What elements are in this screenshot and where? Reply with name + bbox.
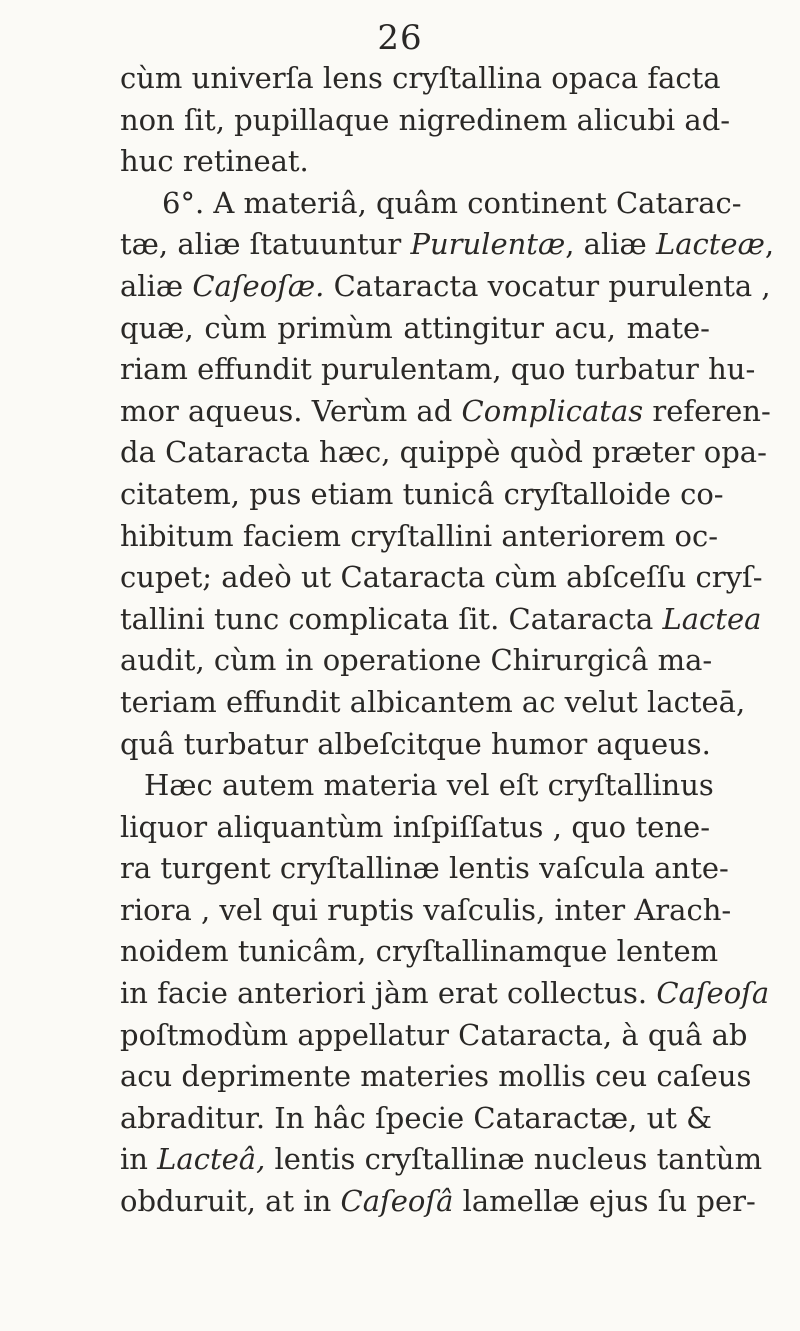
text-line [120, 557, 763, 599]
text-run: liquor aliquantùm inſpiſſatus , quo tene- [120, 809, 710, 844]
text-line [120, 765, 714, 807]
text-run: ra turgent cryſtallinæ lentis vaſcula ante- [120, 851, 729, 886]
text-run: in facie anteriori jàm erat collectus. [120, 976, 657, 1011]
text-line [120, 1181, 756, 1223]
text-run: acu deprimente materies mollis ceu caſeus [120, 1059, 752, 1094]
italic-term: Lacteâ, [157, 1142, 266, 1177]
text-run: obduruit, at in [120, 1184, 341, 1219]
text-line [120, 474, 724, 516]
body-text [120, 58, 775, 1223]
text-run: noidem tunicâm, cryſtallinamque lentem [120, 934, 719, 969]
text-run: referen- [643, 393, 771, 428]
text-line [120, 973, 770, 1015]
text-run: lamellæ ejus ſu per- [453, 1184, 756, 1219]
italic-term: Lacteæ [655, 227, 765, 262]
text-line [120, 349, 756, 391]
text-run: riora , vel qui ruptis vaſculis, inter Arach- [120, 892, 732, 927]
italic-term: Caſeoſæ. [192, 268, 325, 303]
text-line [120, 1056, 752, 1098]
text-run: quâ turbatur albeſcitque humor aqueus. [120, 726, 711, 761]
text-line [120, 807, 710, 849]
text-line [120, 890, 732, 932]
text-line [120, 58, 721, 100]
text-run: huc retineat. [120, 144, 309, 179]
italic-term: Caſeoſâ [340, 1184, 454, 1219]
text-run: audit, cùm in operatione Chirurgicâ ma- [120, 643, 713, 678]
text-run: teriam effundit albicantem ac velut lacteā, [120, 684, 746, 719]
text-run: citatem, pus etiam tunicâ cryſtalloide co- [120, 476, 724, 511]
text-run: 6°. A materiâ, quâm continent Catarac- [162, 185, 742, 220]
text-run: Hæc autem materia vel eſt cryſtallinus [144, 768, 714, 803]
text-line [120, 724, 710, 766]
text-line [120, 1139, 763, 1181]
text-run: , aliæ [565, 227, 656, 262]
text-run: cùm univerſa lens cryſtallina opaca facta [120, 61, 721, 95]
text-line [120, 141, 710, 183]
text-line [120, 640, 713, 682]
text-run: poſtmodùm appellatur Cataracta, à quâ ab [120, 1017, 748, 1052]
text-line [120, 308, 710, 350]
text-run: aliæ [120, 268, 193, 303]
text-line [120, 183, 742, 225]
text-line [120, 432, 767, 474]
italic-term: Lactea [662, 601, 762, 636]
text-line [120, 1015, 748, 1057]
text-run: lentis cryſtallinæ nucleus tantùm [265, 1142, 763, 1177]
text-line [120, 848, 729, 890]
text-run: , [764, 227, 775, 262]
text-line [120, 682, 746, 724]
text-run: in [120, 1142, 158, 1177]
text-run: riam effundit purulentam, quo turbatur hu- [120, 352, 756, 387]
text-run: cupet; adeò ut Cataracta cùm abſceſſu cryſ- [120, 560, 763, 595]
italic-term: Caſeoſa [656, 976, 770, 1011]
text-line [120, 100, 731, 142]
text-run: tallini tunc complicata ſit. Cataracta [120, 601, 663, 636]
italic-term: Complicatas [461, 393, 644, 428]
text-line [120, 931, 719, 973]
italic-term: Purulentæ [410, 227, 566, 262]
page-number: 26 [377, 18, 423, 58]
text-line [120, 266, 771, 308]
text-line [120, 391, 771, 433]
text-line [120, 1098, 710, 1140]
text-run: quæ, cùm primùm attingitur acu, mate- [120, 310, 710, 345]
text-run: hibitum faciem cryſtallini anteriorem oc- [120, 518, 719, 553]
text-run: da Cataracta hæc, quippè quòd præter opa- [120, 435, 767, 470]
text-run: non ſit, pupillaque nigredinem alicubi ad- [120, 102, 731, 137]
text-line [120, 599, 762, 641]
text-run: tæ, aliæ ſtatuuntur [120, 227, 411, 262]
text-run: abraditur. In hâc ſpecie Cataractæ, ut & [120, 1100, 712, 1135]
text-run: mor aqueus. Verùm ad [120, 393, 462, 428]
text-line [120, 516, 719, 558]
text-line [120, 224, 775, 266]
text-run: Cataracta vocatur purulenta , [324, 268, 771, 303]
